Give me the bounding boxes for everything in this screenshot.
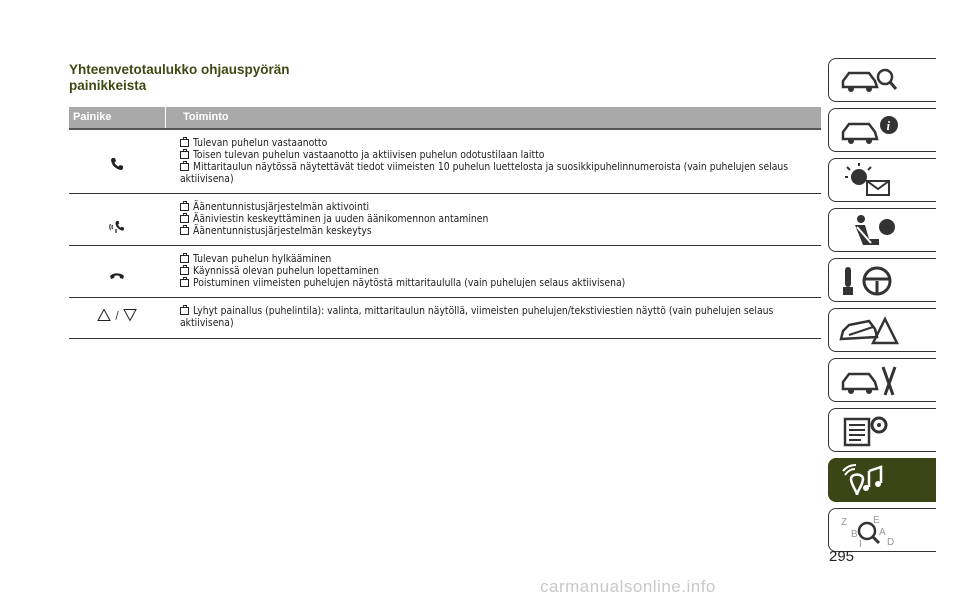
icon-separator: / xyxy=(115,308,119,322)
function-line: Mittaritaulun näytössä näytettävät tiedot viimeisten 10 puhelun luettelosta ja suosikkipuhelinnumeroista (vain puhelujen selaus aktiivisena) xyxy=(180,161,789,185)
function-line: Tulevan puhelun vastaanotto xyxy=(180,137,821,149)
tab-maintenance[interactable] xyxy=(828,358,936,402)
svg-text:E: E xyxy=(873,515,880,526)
up-down-triangle-icons xyxy=(69,308,165,322)
car-breakdown-warning-icon xyxy=(839,313,903,349)
multimedia-music-icon xyxy=(839,463,903,499)
car-search-icon xyxy=(839,63,903,99)
bullet-icon xyxy=(180,279,189,287)
tab-car-info[interactable] xyxy=(828,108,936,152)
bullet-icon xyxy=(180,203,189,211)
table-row xyxy=(69,194,821,246)
header-function: Toiminto xyxy=(183,111,229,123)
key-steering-wheel-icon xyxy=(839,263,903,299)
phone-hangup-icon xyxy=(69,271,165,281)
function-line: Käynnissä olevan puhelun lopettaminen xyxy=(180,265,821,277)
tab-emergency[interactable] xyxy=(828,308,936,352)
phone-answer-icon xyxy=(69,157,165,171)
page-title-line-2: painikkeista xyxy=(69,78,147,93)
function-line: Lyhyt painallus (puhelintila): valinta, mittaritaulun näytöllä, viimeisten puhelujen/tekstiviestien näyttö (vain puhelujen selaus aktiivisena) xyxy=(180,305,774,329)
function-line: Toisen tulevan puhelun vastaanotto ja aktiivisen puhelun odotustilaan laitto xyxy=(180,149,821,161)
bullet-icon xyxy=(180,215,189,223)
bullet-icon xyxy=(180,163,189,171)
function-line: Äänentunnistusjärjestelmän aktivointi xyxy=(180,201,821,213)
tab-multimedia[interactable] xyxy=(828,458,936,502)
function-line: Äänentunnistusjärjestelmän keskeytys xyxy=(180,225,821,237)
specifications-gear-icon xyxy=(839,413,903,449)
svg-text:i: i xyxy=(886,118,891,133)
tab-starting-driving[interactable] xyxy=(828,258,936,302)
bullet-icon xyxy=(180,151,189,159)
car-maintenance-tools-icon xyxy=(839,363,903,399)
bullet-icon xyxy=(180,307,189,315)
function-line: Tulevan puhelun hylkääminen xyxy=(180,253,821,265)
tab-warning-lights[interactable] xyxy=(828,158,936,202)
table-row xyxy=(69,298,821,339)
page-title xyxy=(69,62,290,94)
table-header xyxy=(69,107,821,130)
tab-safety[interactable] xyxy=(828,208,936,252)
voice-recognition-icon xyxy=(69,220,165,234)
car-info-icon xyxy=(839,113,903,149)
down-triangle-icon xyxy=(123,308,137,322)
header-divider xyxy=(165,107,166,128)
bullet-icon xyxy=(180,139,189,147)
svg-text:Z: Z xyxy=(841,517,848,528)
alphabetical-index-icon xyxy=(839,513,903,549)
seat-airbag-icon xyxy=(839,213,903,249)
function-line: Poistuminen viimeisten puhelujen näytöstä mittaritaululla (vain puhelujen selaus aktiivisena) xyxy=(180,277,821,289)
tab-index[interactable] xyxy=(828,508,936,552)
steering-buttons-table xyxy=(69,107,821,339)
tab-specifications[interactable] xyxy=(828,408,936,452)
page-title-line-1: Yhteenvetotaulukko ohjauspyörän xyxy=(69,62,290,77)
bullet-icon xyxy=(180,227,189,235)
bullet-icon xyxy=(180,267,189,275)
svg-text:B: B xyxy=(851,529,858,540)
function-line: Ääniviestin keskeyttäminen ja uuden äänikomennon antaminen xyxy=(180,213,821,225)
bullet-icon xyxy=(180,255,189,263)
page-number: 295 xyxy=(829,548,855,565)
table-row xyxy=(69,130,821,194)
watermark: carmanualsonline.info xyxy=(540,577,716,596)
svg-text:A: A xyxy=(879,527,886,538)
warning-light-mail-icon xyxy=(839,163,903,199)
svg-text:I: I xyxy=(859,539,862,549)
up-triangle-icon xyxy=(97,308,111,322)
svg-text:D: D xyxy=(887,537,895,548)
header-button: Painike xyxy=(73,111,112,123)
table-row xyxy=(69,246,821,298)
tab-car-search[interactable] xyxy=(828,58,936,102)
